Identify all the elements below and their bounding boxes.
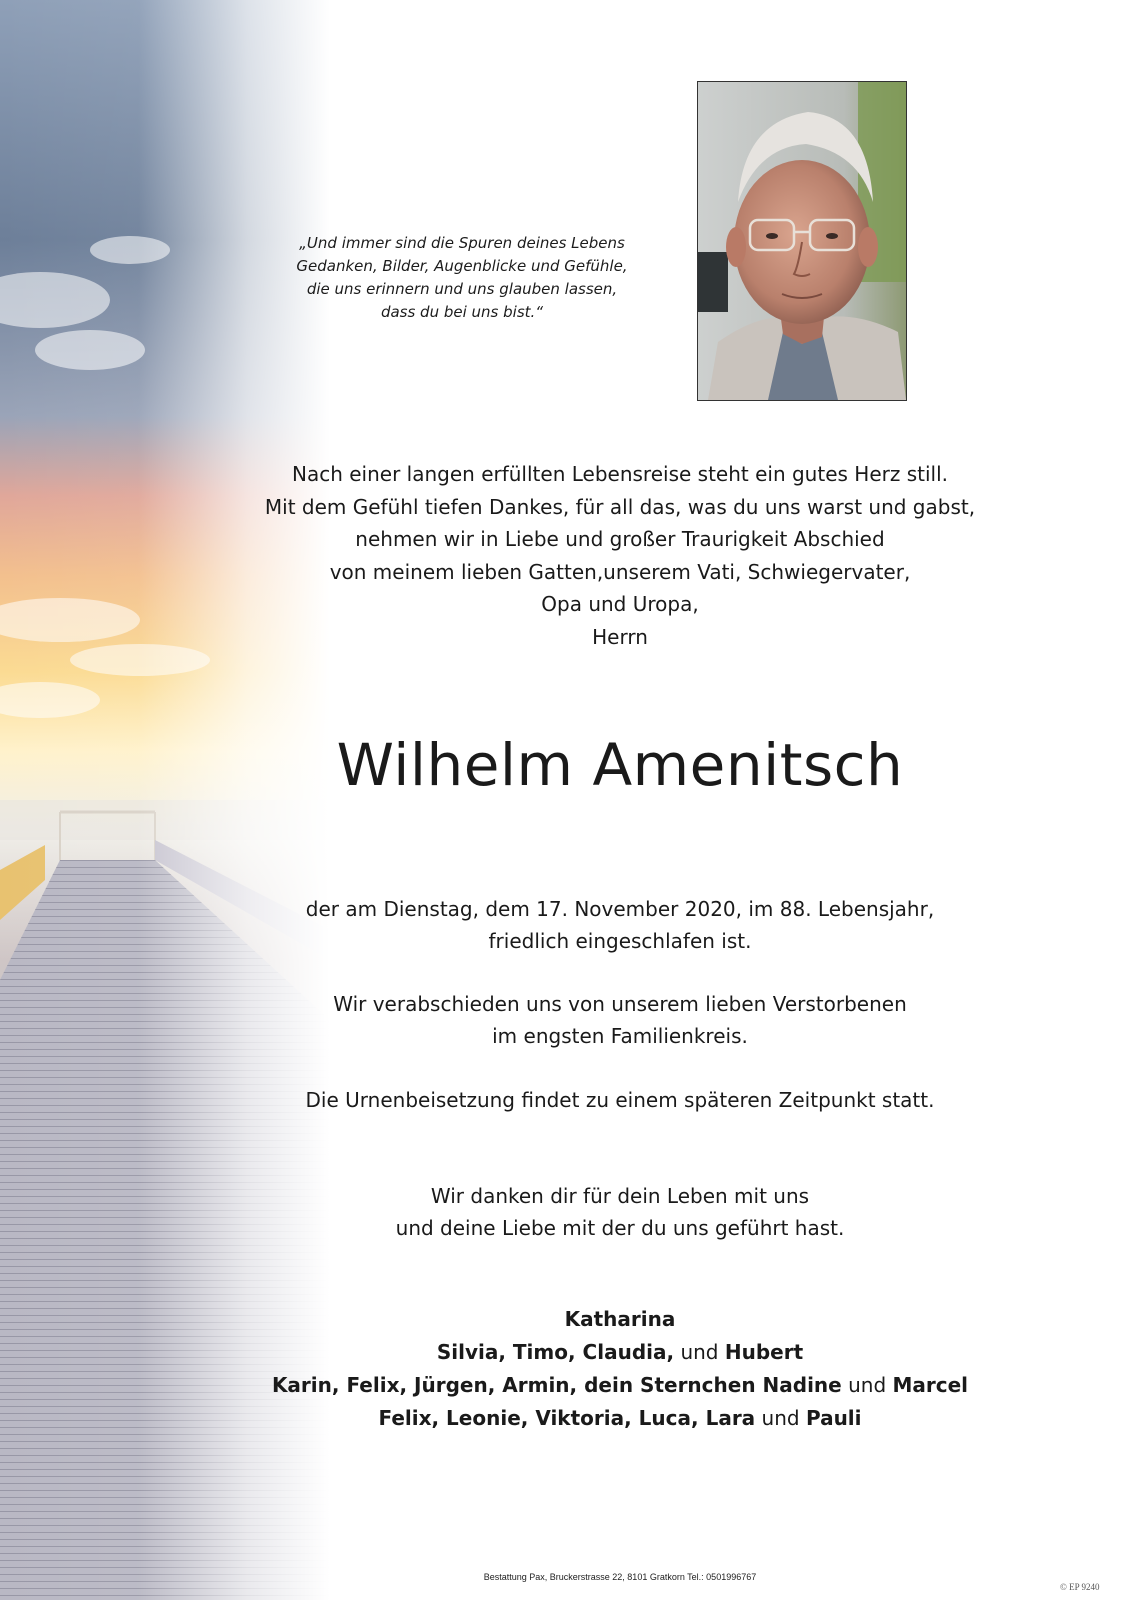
farewell-line: Wir verabschieden uns von unserem lieben Verstorbenen (333, 992, 907, 1016)
family-names: Karin, Felix, Jürgen, Armin, dein Sternchen Nadine (271, 1373, 842, 1397)
quote-line: „Und immer sind die Spuren deines Lebens (299, 234, 625, 252)
family-names: Pauli (805, 1406, 862, 1430)
family-names: Marcel (892, 1373, 969, 1397)
quote-line: die uns erinnern und uns glauben lassen, (306, 280, 618, 298)
death-details (200, 893, 1040, 957)
family-names: Felix, Leonie, Viktoria, Luca, Lara (378, 1406, 756, 1430)
burial-line: Die Urnenbeisetzung findet zu einem späteren Zeitpunkt statt. (305, 1088, 935, 1112)
announcement-line: Mit dem Gefühl tiefen Dankes, für all das, was du uns warst und gabst, (264, 494, 976, 519)
death-details-line: friedlich eingeschlafen ist. (488, 929, 752, 953)
deceased-name: Wilhelm Amenitsch (336, 731, 904, 799)
death-details-line: der am Dienstag, dem 17. November 2020, im 88. Lebensjahr, (305, 897, 935, 921)
farewell-line: im engsten Familienkreis. (492, 1024, 748, 1048)
family-signature (200, 1303, 1040, 1435)
thanks-line: und deine Liebe mit der du uns geführt hast. (395, 1216, 845, 1240)
farewell-notice (200, 988, 1040, 1052)
announcement-line: Nach einer langen erfüllten Lebensreise steht ein gutes Herz still. (292, 462, 948, 486)
family-names: Silvia, Timo, Claudia, (436, 1340, 675, 1364)
quote-line: dass du bei uns bist.“ (380, 303, 544, 321)
announcement-line: Herrn (592, 624, 648, 649)
quote-line: Gedanken, Bilder, Augenblicke und Gefühle, (296, 257, 628, 275)
burial-notice (200, 1084, 1040, 1116)
thanks-line: Wir danken dir für dein Leben mit uns (430, 1184, 810, 1208)
family-conjunction: und (755, 1406, 806, 1430)
memorial-quote (262, 232, 662, 324)
family-line (200, 1336, 1040, 1369)
thanks-text (200, 1180, 1040, 1244)
announcement-text (200, 458, 1040, 654)
portrait-photo (697, 81, 907, 401)
announcement-line: nehmen wir in Liebe und großer Traurigkeit Abschied (355, 527, 885, 552)
family-line (200, 1402, 1040, 1435)
announcement-line: von meinem lieben Gatten,unserem Vati, Schwiegervater, (329, 559, 911, 584)
family-line (200, 1369, 1040, 1402)
form-code: © EP 9240 (1060, 1582, 1100, 1592)
funeral-home-footer: Bestattung Pax, Bruckerstrasse 22, 8101 Gratkorn Tel.: 0501996767 (483, 1572, 757, 1582)
family-names: Hubert (724, 1340, 804, 1364)
announcement-line: Opa und Uropa, (541, 592, 699, 617)
family-names: Katharina (564, 1307, 676, 1331)
family-conjunction: und (674, 1340, 725, 1364)
family-conjunction: und (841, 1373, 893, 1397)
family-line (200, 1303, 1040, 1336)
